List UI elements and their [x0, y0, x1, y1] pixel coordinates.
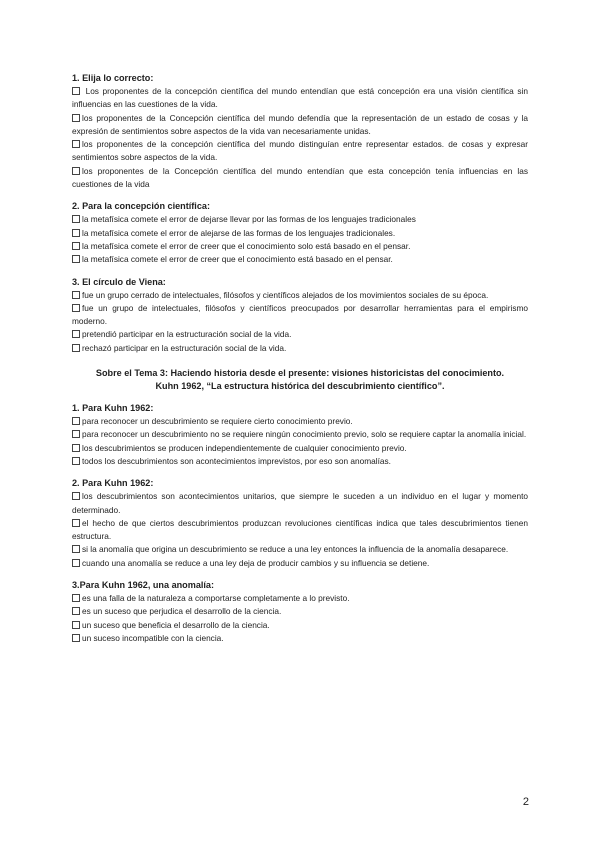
- checkbox-icon[interactable]: [72, 634, 80, 642]
- checkbox-icon[interactable]: [72, 417, 80, 425]
- answer-option[interactable]: [72, 632, 528, 645]
- checkbox-icon[interactable]: [72, 519, 80, 527]
- answer-option[interactable]: [72, 455, 528, 468]
- question-1: [72, 72, 528, 191]
- checkbox-icon[interactable]: [72, 229, 80, 237]
- checkbox-icon[interactable]: [72, 330, 80, 338]
- answer-option[interactable]: [72, 415, 528, 428]
- option-text: Los proponentes de la concepción científica del mundo entendían que está concepción era una visión científica sin influencias en las cuestiones de la vida.: [72, 86, 528, 110]
- answer-option[interactable]: [72, 138, 528, 165]
- checkbox-icon[interactable]: [72, 457, 80, 465]
- option-text: los proponentes de la Concepción científica del mundo entendían que esta concepción tenía influencias en las cuestiones de la vida: [72, 165, 528, 190]
- question-k1: [72, 402, 528, 468]
- answer-option[interactable]: [72, 605, 528, 618]
- checkbox-icon[interactable]: [72, 559, 80, 567]
- option-text: el hecho de que ciertos descubrimientos produzcan revoluciones científicas indica que tales descubrimientos tienen estructura.: [72, 517, 528, 542]
- checkbox-icon[interactable]: [72, 344, 80, 352]
- checkbox-icon[interactable]: [72, 607, 80, 615]
- answer-option[interactable]: [72, 619, 528, 632]
- answer-option[interactable]: [72, 240, 528, 253]
- option-text: rechazó participar en la estructuración social de la vida.: [82, 342, 287, 353]
- checkbox-icon[interactable]: [72, 621, 80, 629]
- checkbox-icon[interactable]: [72, 242, 80, 250]
- option-text: la metafísica comete el error de creer que el conocimiento solo está basado en el pensar.: [82, 240, 411, 251]
- option-text: la metafísica comete el error de alejarse de las formas de los lenguajes tradicionales.: [82, 227, 396, 238]
- answer-option[interactable]: [72, 85, 528, 112]
- answer-option[interactable]: [72, 490, 528, 517]
- option-text: la metafísica comete el error de creer que el conocimiento está basado en el pensar.: [82, 254, 393, 265]
- option-text: para reconocer un descubrimiento no se requiere ningún conocimiento previo, solo se requiere captar la anomalía inicial.: [82, 429, 527, 440]
- answer-option[interactable]: [72, 253, 528, 266]
- document-page: [72, 72, 528, 654]
- checkbox-icon[interactable]: [72, 140, 80, 148]
- answer-option[interactable]: [72, 289, 528, 302]
- option-text: pretendió participar en la estructuración social de la vida.: [82, 329, 292, 340]
- question-title: 2. Para Kuhn 1962:: [72, 478, 154, 489]
- question-k3: [72, 579, 528, 645]
- question-3: [72, 276, 528, 355]
- checkbox-icon[interactable]: [72, 430, 80, 438]
- checkbox-icon[interactable]: [72, 255, 80, 263]
- option-text: la metafísica comete el error de dejarse llevar por las formas de los lenguajes tradicionales: [82, 214, 416, 225]
- section-heading: Sobre el Tema 3: Haciendo historia desde el presente: visiones historicistas del conocimiento. Kuhn 1962, “La estructura histórica del descubrimiento científico”.: [95, 368, 505, 392]
- option-text: si la anomalía que origina un descubrimiento se reduce a una ley entonces la influencia de la anomalía desaparece.: [82, 544, 509, 555]
- option-text: es una falla de la naturaleza a comportarse completamente a lo previsto.: [82, 593, 350, 604]
- answer-option[interactable]: [72, 227, 528, 240]
- question-title: 3. El círculo de Viena:: [72, 276, 166, 287]
- checkbox-icon[interactable]: [72, 444, 80, 452]
- checkbox-icon[interactable]: [72, 167, 80, 175]
- option-text: los descubrimientos se producen independientemente de cualquier conocimiento previo.: [82, 442, 407, 453]
- checkbox-icon[interactable]: [72, 304, 80, 312]
- answer-option[interactable]: [72, 213, 528, 226]
- checkbox-icon[interactable]: [72, 492, 80, 500]
- option-text: los proponentes de la Concepción científica del mundo defendía que la representación de un estado de cosas y la expresión de sentimientos sobre aspectos de la vida van necesariamente unidas.: [72, 112, 528, 136]
- option-text: un suceso que beneficia el desarrollo de la ciencia.: [82, 619, 270, 630]
- question-k2: [72, 477, 528, 570]
- option-text: un suceso incompatible con la ciencia.: [82, 632, 224, 643]
- question-title: 3.Para Kuhn 1962, una anomalía:: [72, 580, 215, 591]
- answer-option[interactable]: [72, 442, 528, 455]
- question-title: 1. Elija lo correcto:: [72, 73, 154, 83]
- question-title: 2. Para la concepción científica:: [72, 201, 210, 212]
- answer-option[interactable]: [72, 517, 528, 544]
- checkbox-icon[interactable]: [72, 545, 80, 553]
- option-text: los proponentes de la concepción científica del mundo distinguían entre representar estados. de cosas y expresar sentimientos sobre aspectos de la vida.: [72, 139, 528, 163]
- answer-option[interactable]: [72, 342, 528, 355]
- answer-option[interactable]: [72, 543, 528, 556]
- option-text: fue un grupo cerrado de intelectuales, filósofos y científicos alejados de los movimientos sociales de su época.: [82, 289, 489, 300]
- option-text: todos los descubrimientos son acontecimientos imprevistos, por eso son anomalías.: [82, 455, 391, 466]
- checkbox-icon[interactable]: [72, 87, 80, 95]
- question-2: [72, 200, 528, 266]
- checkbox-icon[interactable]: [72, 594, 80, 602]
- option-text: es un suceso que perjudica el desarrollo de la ciencia.: [82, 606, 282, 617]
- option-text: fue un grupo de intelectuales, filósofos y científicos preocupados por desarrollar herramientas para el empirismo moderno.: [72, 302, 528, 327]
- answer-option[interactable]: [72, 302, 528, 329]
- answer-option[interactable]: [72, 328, 528, 341]
- answer-option[interactable]: [72, 112, 528, 139]
- question-title: 1. Para Kuhn 1962:: [72, 403, 154, 414]
- answer-option[interactable]: [72, 557, 528, 570]
- checkbox-icon[interactable]: [72, 114, 80, 122]
- answer-option[interactable]: [72, 592, 528, 605]
- checkbox-icon[interactable]: [72, 291, 80, 299]
- option-text: los descubrimientos son acontecimientos unitarios, que siempre le suceden a un individuo en el lugar y momento determinado.: [72, 491, 528, 515]
- answer-option[interactable]: [72, 428, 528, 441]
- option-text: para reconocer un descubrimiento se requiere cierto conocimiento previo.: [82, 416, 353, 427]
- option-text: cuando una anomalía se reduce a una ley deja de producir cambios y su influencia se detiene.: [82, 557, 430, 568]
- answer-option[interactable]: [72, 165, 528, 192]
- checkbox-icon[interactable]: [72, 215, 80, 223]
- page-number: 2: [522, 796, 529, 808]
